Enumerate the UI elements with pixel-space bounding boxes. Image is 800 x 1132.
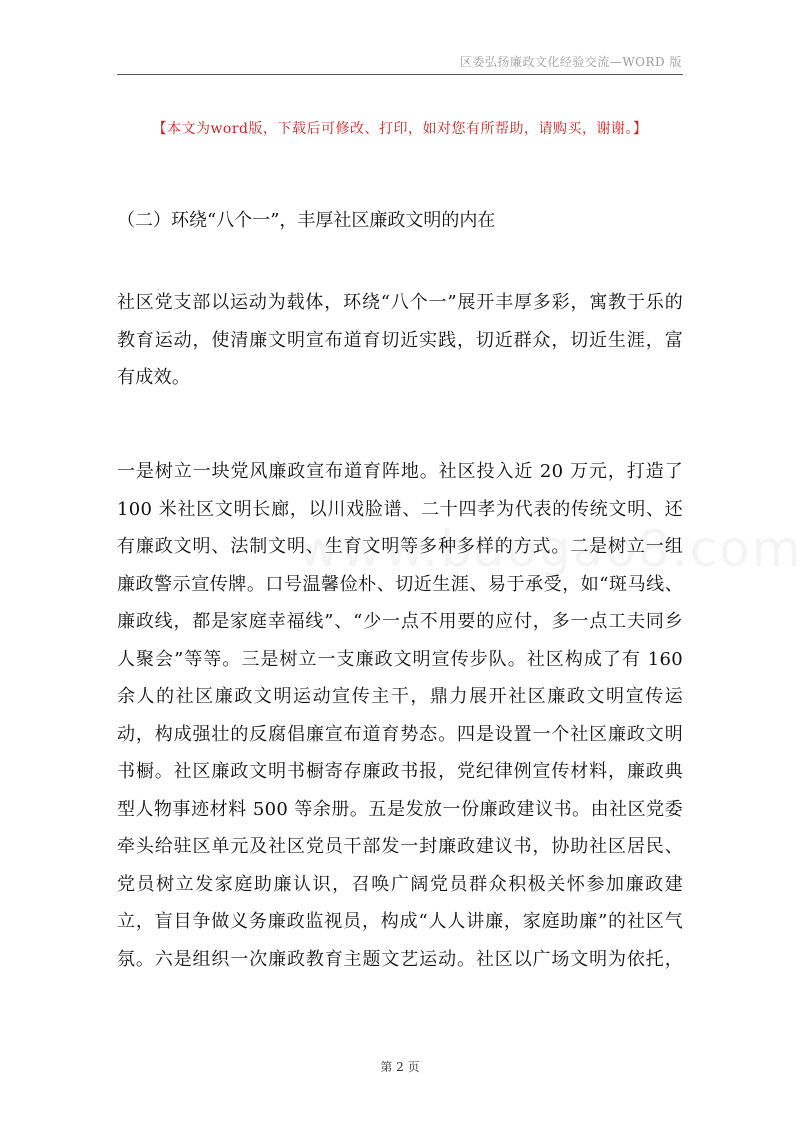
paragraph-line: 100 米社区文明长廊，以川戏脸谱、二十四孝为代表的传统文明、还 <box>117 498 683 520</box>
paragraph-line: 有成效。 <box>117 367 191 388</box>
paragraph-line: 廉政线，都是家庭幸福线”、“少一点不用要的应付，多一点工夫同乡 <box>117 611 683 632</box>
paragraph-line: 廉政警示宣传牌。口号温馨俭朴、切近生涯、易于承受，如“斑马线、 <box>117 573 683 595</box>
header-divider <box>117 74 683 75</box>
paragraph-line: 人聚会”等等。三是树立一支廉政文明宣传步队。社区构成了有 160 <box>117 648 683 670</box>
paragraph-eight-ones <box>117 453 683 978</box>
paragraph-line: 书橱。社区廉政文明书橱寄存廉政书报，党纪律例宣传材料，廉政典 <box>117 761 683 782</box>
paragraph-intro <box>117 284 683 397</box>
paragraph-line: 有廉政文明、法制文明、生育文明等多种多样的方式。二是树立一组 <box>117 536 683 557</box>
document-header-title: 区委弘扬廉政文化经验交流—WORD 版 <box>459 55 682 69</box>
paragraph-line: 教育运动，使清廉文明宣布道育切近实践，切近群众，切近生涯，富 <box>117 329 683 351</box>
section-heading: （二）环绕“八个一”，丰厚社区廉政文明的内在 <box>117 210 496 231</box>
paragraph-line: 牵头给驻区单元及社区党员干部发一封廉政建议书，协助社区居民、 <box>117 836 683 857</box>
page-number: 第 2 页 <box>380 1060 420 1074</box>
paragraph-line: 型人物事迹材料 500 等余册。五是发放一份廉政建议书。由社区党委 <box>117 798 683 820</box>
paragraph-line: 氛。六是组织一次廉政教育主题文艺运动。社区以广场文明为依托， <box>117 948 683 970</box>
paragraph-line: 社区党支部以运动为载体，环绕“八个一”展开丰厚多彩，寓教于乐的 <box>117 292 683 313</box>
paragraph-line: 余人的社区廉政文明运动宣传主干，鼎力展开社区廉政文明宣传运 <box>117 686 683 707</box>
paragraph-line: 党员树立发家庭助廉认识，召唤广阔党员群众积极关怀参加廉政建 <box>117 873 683 895</box>
paragraph-line: 动，构成强壮的反腐倡廉宣布道育势态。四是设置一个社区廉政文明 <box>117 723 683 745</box>
paragraph-line: 立，盲目争做义务廉政监视员，构成“人人讲廉，家庭助廉”的社区气 <box>117 911 683 932</box>
paragraph-line: 一是树立一块党风廉政宣布道育阵地。社区投入近 20 万元，打造了 <box>117 461 683 482</box>
download-notice: 【本文为word版，下载后可修改、打印，如对您有所帮助，请购买，谢谢。】 <box>152 121 648 137</box>
